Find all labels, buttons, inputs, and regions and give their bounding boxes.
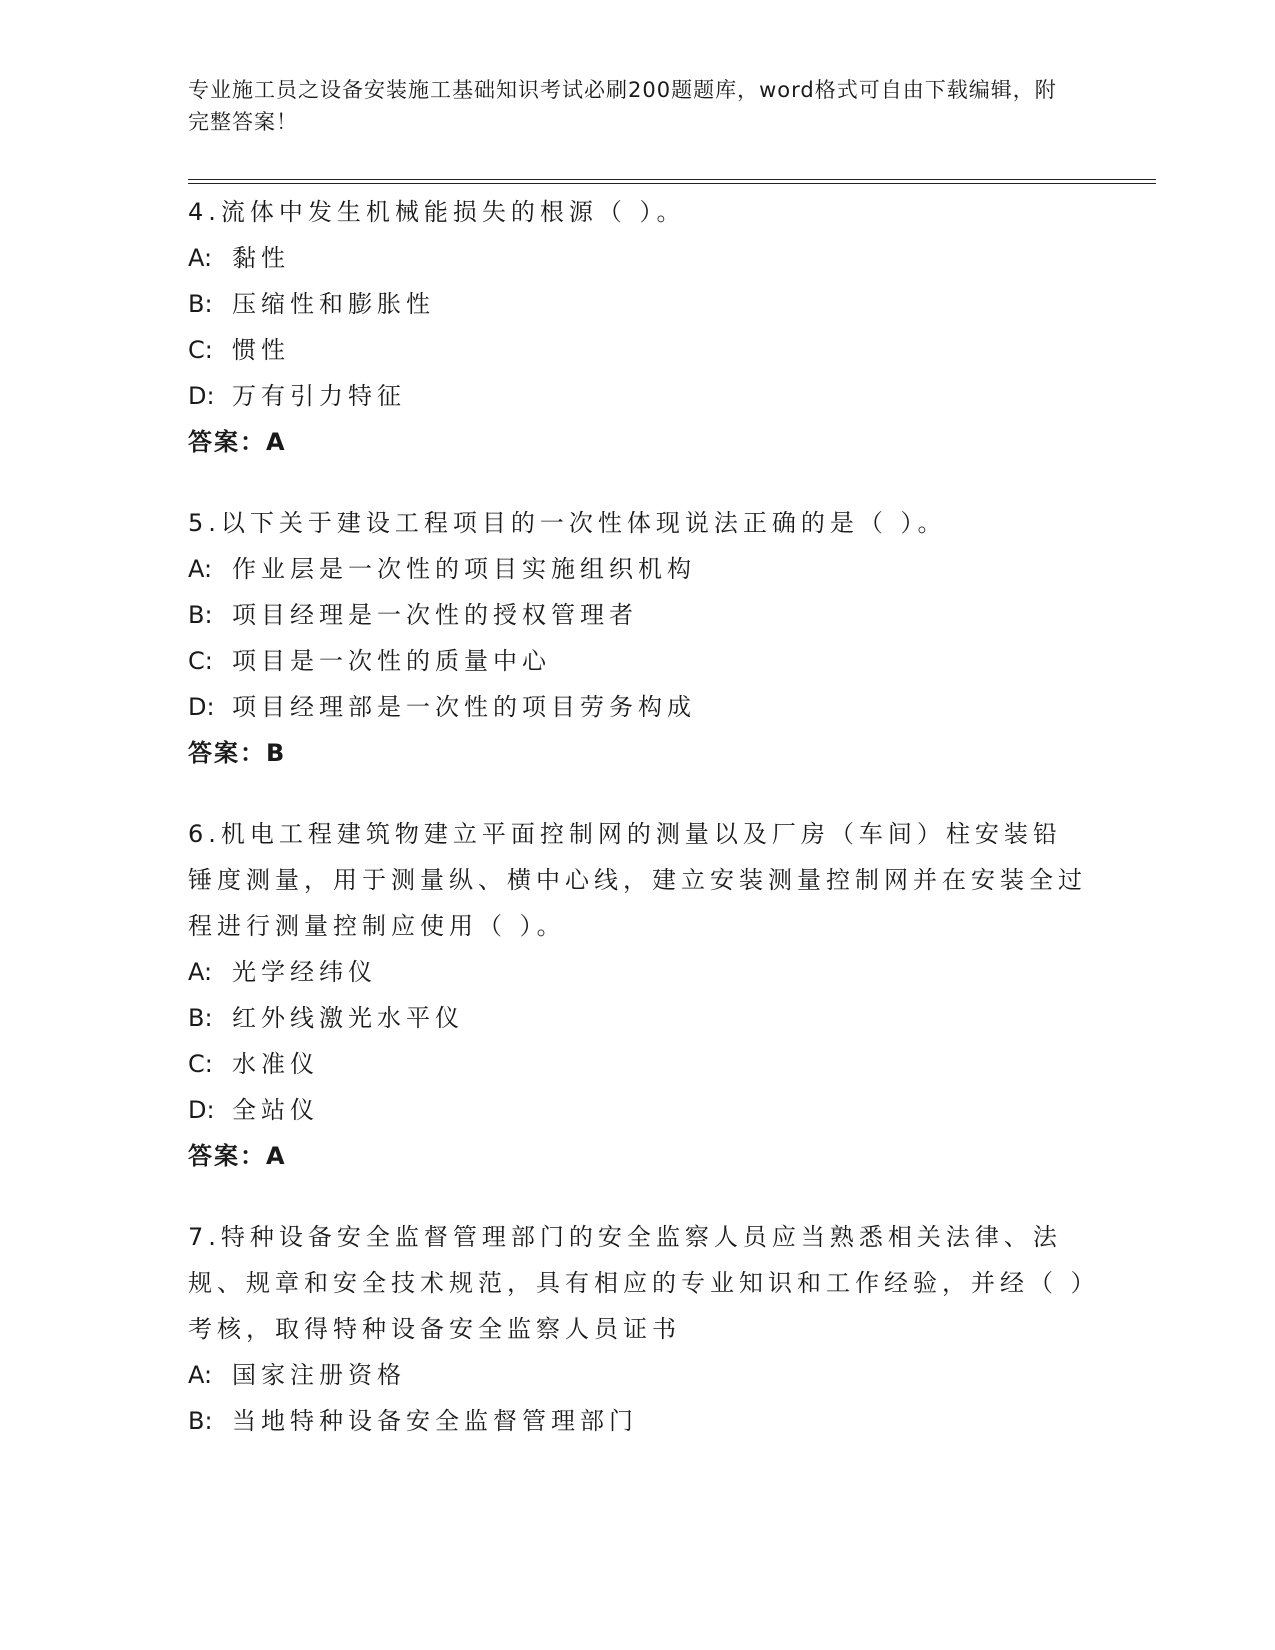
header-divider-top <box>188 179 1156 180</box>
option-d <box>188 373 1088 419</box>
option-b <box>188 995 1088 1041</box>
question-text: 6.机电工程建筑物建立平面控制网的测量以及厂房（车间）柱安装铅锤度测量，用于测量纵、横中心线，建立安装测量控制网并在安装全过程进行测量控制应使用（ ）。 <box>188 820 1087 940</box>
option-a <box>188 235 1088 281</box>
option-letter: C: <box>188 1050 213 1078</box>
option-letter: B: <box>188 601 213 629</box>
question-6 <box>188 811 1088 1179</box>
option-c <box>188 638 1088 684</box>
question-text: 5.以下关于建设工程项目的一次性体现说法正确的是（ ）。 <box>188 509 947 537</box>
option-text: 当地特种设备安全监督管理部门 <box>232 1407 638 1435</box>
option-text: 万有引力特征 <box>232 382 406 410</box>
answer: 答案：A <box>188 1142 287 1170</box>
option-text: 国家注册资格 <box>232 1361 406 1389</box>
option-text: 压缩性和膨胀性 <box>232 290 435 318</box>
option-text: 惯性 <box>232 336 290 364</box>
option-letter: C: <box>188 336 213 364</box>
question-7 <box>188 1214 1088 1444</box>
document-header: 专业施工员之设备安装施工基础知识考试必刷200题题库，word格式可自由下载编辑，附完整答案！ <box>188 78 1057 134</box>
option-text: 项目经理部是一次性的项目劳务构成 <box>232 693 696 721</box>
option-text: 红外线激光水平仪 <box>232 1004 464 1032</box>
answer: 答案：B <box>188 739 287 767</box>
answer: 答案：A <box>188 428 287 456</box>
option-letter: B: <box>188 290 213 318</box>
option-text: 项目是一次性的质量中心 <box>232 647 551 675</box>
option-letter: B: <box>188 1407 213 1435</box>
option-d <box>188 684 1088 730</box>
option-text: 项目经理是一次性的授权管理者 <box>232 601 638 629</box>
option-a <box>188 546 1088 592</box>
option-b <box>188 1398 1088 1444</box>
option-letter: A: <box>188 555 213 583</box>
option-b <box>188 281 1088 327</box>
question-text: 4.流体中发生机械能损失的根源（ ）。 <box>188 198 686 226</box>
option-text: 光学经纬仪 <box>232 958 377 986</box>
option-d <box>188 1087 1088 1133</box>
option-b <box>188 592 1088 638</box>
option-c <box>188 1041 1088 1087</box>
option-a <box>188 1352 1088 1398</box>
option-letter: A: <box>188 958 213 986</box>
option-letter: C: <box>188 647 213 675</box>
header-divider-bottom <box>188 183 1156 184</box>
option-text: 全站仪 <box>232 1096 319 1124</box>
option-letter: D: <box>188 382 215 410</box>
option-letter: A: <box>188 244 213 272</box>
option-text: 黏性 <box>232 244 290 272</box>
question-list <box>188 189 1088 1479</box>
question-4 <box>188 189 1088 465</box>
option-letter: D: <box>188 693 215 721</box>
option-letter: B: <box>188 1004 213 1032</box>
option-text: 作业层是一次性的项目实施组织机构 <box>232 555 696 583</box>
option-letter: A: <box>188 1361 213 1389</box>
question-text: 7.特种设备安全监督管理部门的安全监察人员应当熟悉相关法律、法规、规章和安全技术规范，具有相应的专业知识和工作经验，并经（ ）考核，取得特种设备安全监察人员证书 <box>188 1223 1088 1343</box>
option-c <box>188 327 1088 373</box>
option-text: 水准仪 <box>232 1050 319 1078</box>
option-a <box>188 949 1088 995</box>
question-5 <box>188 500 1088 776</box>
option-letter: D: <box>188 1096 215 1124</box>
